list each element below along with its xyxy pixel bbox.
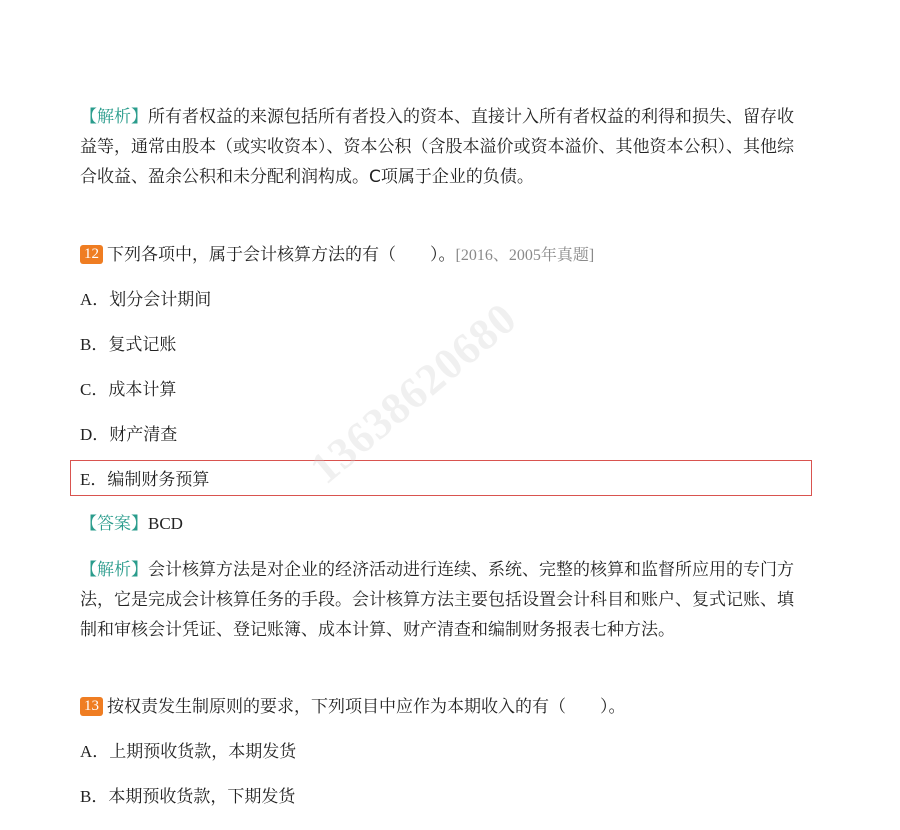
explanation-text: 所有者权益的来源包括所有者投入的资本、直接计入所有者权益的利得和损失、留存收益等，通常由股本（或实收资本）、资本公积（含股本溢价或资本溢价、其他资本公积）、其他综合收益、盈余公积和未分配利润构成。C项属于企业的负债。 [80, 107, 794, 187]
option-text: 财产清查 [109, 425, 178, 445]
option-letter: E． [80, 470, 108, 489]
explanation-tag: 【解析】 [80, 107, 148, 127]
question-number-badge: 13 [80, 697, 103, 716]
option-b[interactable] [80, 782, 295, 812]
question-13-stem [80, 692, 840, 722]
option-text: 编制财务预算 [107, 470, 210, 490]
option-text: 本期预收货款，下期发货 [108, 787, 296, 807]
option-c[interactable] [80, 375, 176, 405]
question-text: 按权责发生制原则的要求，下列项目中应作为本期收入的有（ ）。 [107, 697, 626, 717]
question-source: [2016、2005年真题] [455, 247, 595, 264]
option-letter: A． [80, 742, 110, 761]
answer-tag: 【答案】 [80, 514, 148, 534]
option-letter: C． [80, 380, 109, 399]
question-12-stem [80, 240, 840, 271]
option-letter: A． [80, 290, 110, 309]
explanation-text: 会计核算方法是对企业的经济活动进行连续、系统、完整的核算和监督所应用的专门方法，它是完成会计核算任务的手段。会计核算方法主要包括设置会计科目和账户、复式记账、填制和审核会计凭证、登记账簿、成本计算、财产清查和编制财务报表七种方法。 [80, 560, 794, 640]
option-d[interactable] [80, 420, 177, 450]
option-e[interactable] [80, 465, 209, 495]
question-text: 下列各项中，属于会计核算方法的有（ ）。 [107, 245, 456, 265]
option-text: 划分会计期间 [109, 290, 212, 310]
option-letter: D． [80, 425, 110, 444]
option-text: 成本计算 [108, 380, 177, 400]
option-a[interactable] [80, 285, 211, 315]
previous-explanation [80, 102, 810, 192]
option-letter: B． [80, 335, 109, 354]
question-12-explanation [80, 555, 810, 645]
option-a[interactable] [80, 737, 296, 767]
phone-watermark: 13638620680 [300, 293, 526, 494]
answer-value: BCD [148, 514, 183, 533]
explanation-tag: 【解析】 [80, 560, 148, 580]
answer-line [80, 509, 183, 539]
option-text: 复式记账 [108, 335, 177, 355]
question-number-badge: 12 [80, 245, 103, 264]
option-b[interactable] [80, 330, 176, 360]
option-letter: B． [80, 787, 109, 806]
option-text: 上期预收货款，本期发货 [109, 742, 297, 762]
